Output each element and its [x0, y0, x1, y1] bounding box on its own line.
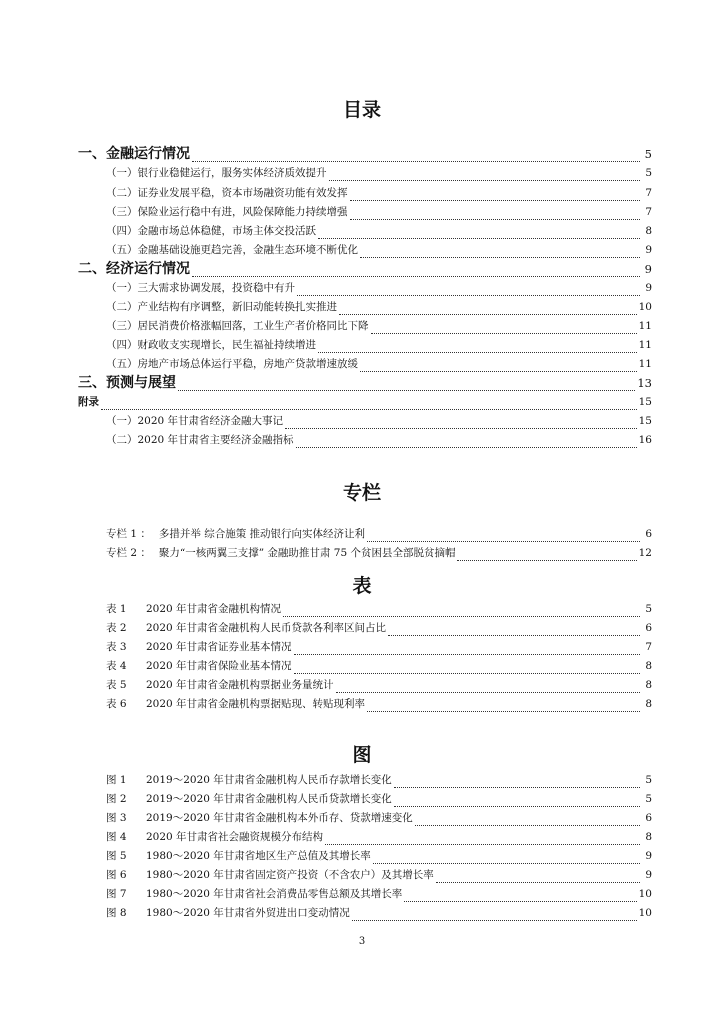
leader-dots — [394, 794, 640, 807]
figure-entry-page: 5 — [645, 793, 652, 805]
leader-dots — [350, 207, 641, 220]
toc-entry-text: （四）金融市场总体稳健，市场主体交投活跃 — [106, 225, 316, 237]
table-entry[interactable] — [106, 677, 652, 693]
leader-dots — [394, 775, 640, 788]
toc-entry-text: （二）产业结构有序调整，新旧动能转换扎实推进 — [106, 301, 337, 313]
toc-entry[interactable] — [106, 280, 652, 296]
toc-entry-page: 15 — [638, 415, 652, 427]
toc-entry-page: 9 — [645, 282, 652, 294]
toc-entry-page: 11 — [638, 358, 652, 370]
toc-entry-text: （一）2020 年甘肃省经济金融大事记 — [106, 415, 284, 427]
leader-dots — [350, 188, 641, 201]
toc-entry-text: （四）财政收支实现增长，民生福祉持续增进 — [106, 339, 316, 351]
column-entry-label: 专栏 2 ： — [106, 547, 151, 559]
toc-entry[interactable] — [106, 413, 652, 429]
leader-dots — [436, 870, 640, 883]
figure-entry-text: 2019～2020 年甘肃省金融机构人民币存款增长变化 — [146, 774, 392, 786]
figure-entry-label: 图 2 — [106, 793, 127, 805]
figure-entry-text: 1980～2020 年甘肃省外贸进出口变动情况 — [146, 907, 350, 919]
figure-entry-text: 2019～2020 年甘肃省金融机构本外币存、贷款增速变化 — [146, 812, 413, 824]
table-entry-page: 8 — [645, 698, 652, 710]
table-entry[interactable] — [106, 696, 652, 712]
toc-entry-text: （三）居民消费价格涨幅回落，工业生产者价格同比下降 — [106, 320, 369, 332]
toc-entry-page: 5 — [645, 167, 652, 179]
leader-dots — [192, 149, 640, 162]
figure-entry-page: 10 — [638, 888, 652, 900]
table-entry-page: 8 — [645, 679, 652, 691]
table-entry-page: 6 — [645, 622, 652, 634]
leader-dots — [294, 661, 640, 674]
leader-dots — [336, 680, 640, 693]
figure-entry-label: 图 7 — [106, 888, 127, 900]
toc-entry[interactable] — [106, 223, 652, 239]
toc-entry-text: （五）金融基础设施更趋完善，金融生态环境不断优化 — [106, 244, 358, 256]
figure-entry[interactable] — [106, 848, 652, 864]
figure-entry[interactable] — [106, 829, 652, 845]
leader-dots — [283, 604, 640, 617]
figure-entry-page: 8 — [645, 831, 652, 843]
column-entry-text: 多措并举 综合施策 推动银行向实体经济让利 — [158, 528, 366, 540]
table-entry-label: 表 5 — [106, 679, 127, 691]
figure-entry[interactable] — [106, 772, 652, 788]
table-entry-text: 2020 年甘肃省金融机构情况 — [146, 603, 282, 615]
leader-dots — [101, 397, 637, 410]
table-entry-text: 2020 年甘肃省金融机构人民币贷款各利率区间占比 — [146, 622, 387, 634]
table-entry-label: 表 1 — [106, 603, 127, 615]
toc-entry-page: 16 — [638, 434, 652, 446]
toc-entry-text: （一）银行业稳健运行，服务实体经济质效提升 — [106, 167, 327, 179]
leader-dots — [285, 416, 637, 429]
table-entry-label: 表 4 — [106, 660, 127, 672]
leader-dots — [329, 168, 641, 181]
figure-entry-text: 1980～2020 年甘肃省社会消费品零售总额及其增长率 — [146, 888, 403, 900]
table-entry-page: 5 — [645, 603, 652, 615]
toc-entry-page: 10 — [638, 301, 652, 313]
toc-entry-text: （五）房地产市场总体运行平稳，房地产贷款增速放缓 — [106, 358, 358, 370]
figure-entry-label: 图 1 — [106, 774, 127, 786]
toc-entry[interactable] — [78, 146, 652, 162]
leader-dots — [360, 245, 640, 258]
leader-dots — [373, 851, 640, 864]
table-entry-label: 表 2 — [106, 622, 127, 634]
leader-dots — [325, 832, 640, 845]
toc-entry[interactable] — [78, 375, 652, 391]
figure-entry-label: 图 6 — [106, 869, 127, 881]
figure-entry-label: 图 8 — [106, 907, 127, 919]
page-number: 3 — [358, 936, 366, 947]
toc-entry[interactable] — [78, 394, 652, 410]
figures-title: 图 — [352, 744, 372, 766]
leader-dots — [415, 813, 640, 826]
column-entry[interactable] — [106, 526, 652, 542]
table-entry-text: 2020 年甘肃省金融机构票据贴现、转贴现利率 — [146, 698, 366, 710]
figure-entry-text: 2019～2020 年甘肃省金融机构人民币贷款增长变化 — [146, 793, 392, 805]
figure-entry-page: 9 — [645, 869, 652, 881]
figure-entry-label: 图 4 — [106, 831, 127, 843]
leader-dots — [404, 889, 636, 902]
toc-entry-page: 11 — [638, 320, 652, 332]
toc-entry[interactable] — [106, 356, 652, 372]
table-entry[interactable] — [106, 658, 652, 674]
figure-entry[interactable] — [106, 867, 652, 883]
tables-title: 表 — [352, 575, 372, 597]
table-entry-text: 2020 年甘肃省保险业基本情况 — [146, 660, 292, 672]
figure-entry-page: 10 — [638, 907, 652, 919]
leader-dots — [339, 302, 637, 315]
toc-entry[interactable] — [78, 261, 652, 277]
table-entry-text: 2020 年甘肃省金融机构票据业务量统计 — [146, 679, 334, 691]
toc-entry-page: 7 — [645, 187, 652, 199]
leader-dots — [352, 908, 637, 921]
column-entry-label: 专栏 1 ： — [106, 528, 151, 540]
table-entry-label: 表 3 — [106, 641, 127, 653]
figure-entry[interactable] — [106, 791, 652, 807]
column-entry[interactable] — [106, 545, 652, 561]
toc-entry-text: （二）证券业发展平稳，资本市场融资功能有效发挥 — [106, 187, 348, 199]
leader-dots — [318, 226, 640, 239]
leader-dots — [457, 548, 636, 561]
columns-title: 专栏 — [342, 482, 381, 504]
toc-entry[interactable] — [106, 337, 652, 353]
table-entry[interactable] — [106, 601, 652, 617]
toc-entry[interactable] — [106, 204, 652, 220]
table-entry-page: 8 — [645, 660, 652, 672]
toc-entry-page: 8 — [645, 225, 652, 237]
toc-title: 目录 — [342, 99, 381, 121]
leader-dots — [296, 435, 637, 448]
toc-entry-page: 9 — [644, 262, 652, 276]
toc-entry-text: 三、预测与展望 — [78, 375, 176, 391]
toc-entry-text: 二、经济运行情况 — [78, 261, 190, 277]
figure-entry[interactable] — [106, 905, 652, 921]
leader-dots — [178, 378, 635, 391]
table-entry-text: 2020 年甘肃省证券业基本情况 — [146, 641, 292, 653]
toc-entry[interactable] — [106, 299, 652, 315]
toc-entry-text: （一）三大需求协调发展，投资稳中有升 — [106, 282, 295, 294]
figure-entry[interactable] — [106, 886, 652, 902]
toc-entry-text: 附录 — [78, 396, 99, 408]
figure-entry-page: 5 — [645, 774, 652, 786]
toc-entry-page: 9 — [645, 244, 652, 256]
leader-dots — [294, 642, 640, 655]
figure-entry-text: 2020 年甘肃省社会融资规模分布结构 — [146, 831, 324, 843]
leader-dots — [367, 529, 640, 542]
column-entry-text: 聚力“一核两翼三支撑” 金融助推甘肃 75 个贫困县全部脱贫摘帽 — [158, 547, 456, 559]
table-entry[interactable] — [106, 639, 652, 655]
figure-entry-page: 9 — [645, 850, 652, 862]
leader-dots — [297, 283, 640, 296]
leader-dots — [367, 699, 640, 712]
table-entry[interactable] — [106, 620, 652, 636]
table-entry-page: 7 — [645, 641, 652, 653]
figure-entry-text: 1980～2020 年甘肃省固定资产投资（不含农户）及其增长率 — [146, 869, 434, 881]
toc-entry-text: （二）2020 年甘肃省主要经济金融指标 — [106, 434, 294, 446]
leader-dots — [371, 321, 637, 334]
figure-entry[interactable] — [106, 810, 652, 826]
leader-dots — [318, 340, 637, 353]
figure-entry-text: 1980～2020 年甘肃省地区生产总值及其增长率 — [146, 850, 371, 862]
figure-entry-label: 图 5 — [106, 850, 127, 862]
toc-entry[interactable] — [106, 242, 652, 258]
column-entry-page: 6 — [645, 528, 652, 540]
toc-entry-text: （三）保险业运行稳中有进，风险保障能力持续增强 — [106, 206, 348, 218]
leader-dots — [388, 623, 640, 636]
column-entry-page: 12 — [638, 547, 652, 559]
toc-entry-page: 5 — [644, 147, 652, 161]
toc-entry[interactable] — [106, 165, 652, 181]
toc-entry-text: 一、金融运行情况 — [78, 146, 190, 162]
toc-entry[interactable] — [106, 318, 652, 334]
figure-entry-label: 图 3 — [106, 812, 127, 824]
leader-dots — [360, 359, 637, 372]
toc-entry-page: 13 — [637, 376, 652, 390]
toc-entry-page: 15 — [638, 396, 652, 408]
toc-entry[interactable] — [106, 185, 652, 201]
toc-entry-page: 11 — [638, 339, 652, 351]
figure-entry-page: 6 — [645, 812, 652, 824]
toc-entry-page: 7 — [645, 206, 652, 218]
leader-dots — [192, 264, 640, 277]
table-entry-label: 表 6 — [106, 698, 127, 710]
toc-entry[interactable] — [106, 432, 652, 448]
